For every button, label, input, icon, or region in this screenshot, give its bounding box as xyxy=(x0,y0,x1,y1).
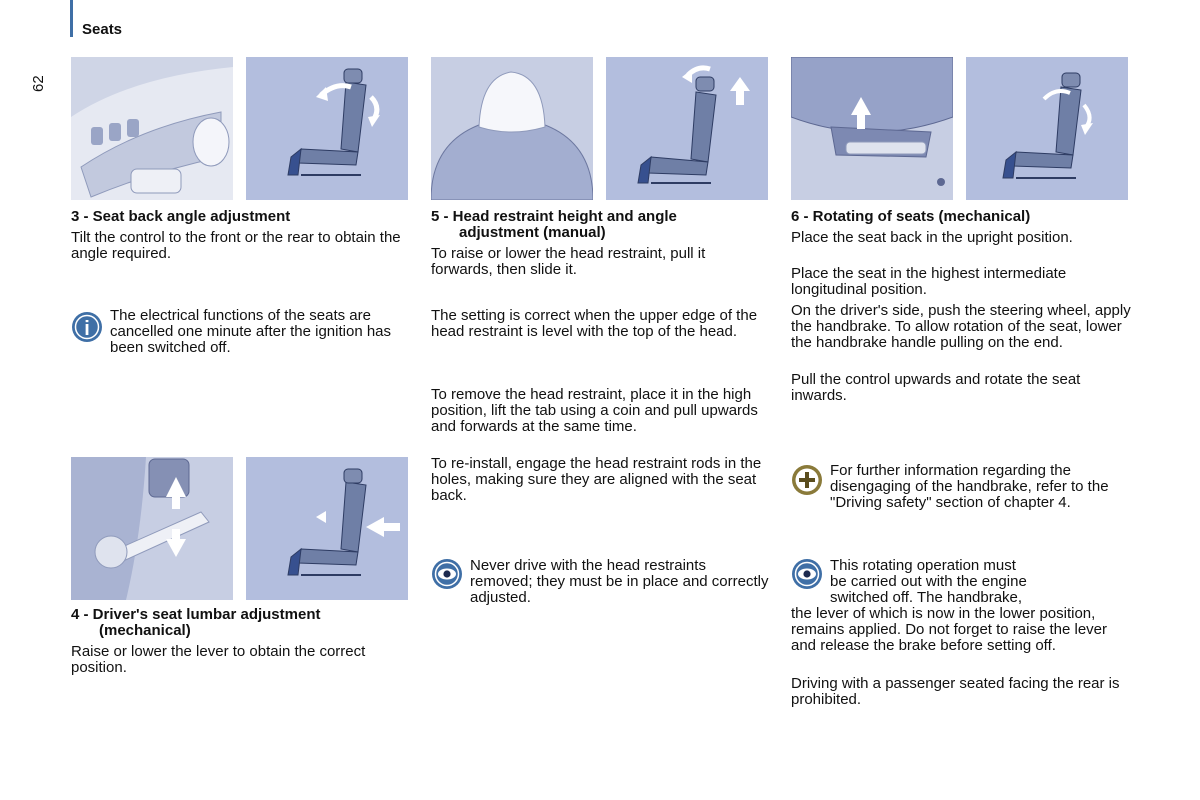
eye-warning-icon xyxy=(431,558,463,590)
info-note: The electrical functions of the seats are cancelled one minute after the ignition has been switched off. xyxy=(110,307,392,356)
head-restraint-closeup-image xyxy=(431,57,593,200)
rotation-warning-line-1: This rotating operation must xyxy=(830,557,1016,574)
section-3-title: 3 - Seat back angle adjustment xyxy=(71,208,291,225)
rear-facing-prohibited-note: Driving with a passenger seated facing the rear is prohibited. xyxy=(791,675,1120,708)
section-5-para-2: The setting is correct when the upper edge of the head restraint is level with the top of the head. xyxy=(431,307,758,340)
head-restraint-warning-note: Never drive with the head restraints removed; they must be in place and correctly adjusted. xyxy=(470,557,769,606)
seat-back-angle-diagram xyxy=(246,57,408,200)
rotation-warning-continued: the lever of which is now in the lower position, remains applied. Do not forget to raise the lever and release the brake before setting off. xyxy=(791,605,1108,654)
section-6-title: 6 - Rotating of seats (mechanical) xyxy=(791,208,1031,225)
section-5-title-line1: 5 - Head restraint height and angle xyxy=(431,208,677,225)
section-5-title-line2: adjustment (manual) xyxy=(459,224,606,241)
eye-warning-icon xyxy=(791,558,823,590)
head-restraint-diagram xyxy=(606,57,768,200)
handbrake-info-note: For further information regarding the disengaging of the handbrake, refer to the "Driving safety" section of chapter 4. xyxy=(830,462,1109,511)
svg-text:i: i xyxy=(84,318,90,340)
section-4-body: Raise or lower the lever to obtain the correct position. xyxy=(71,643,366,676)
rotation-warning-line-3: switched off. The handbrake, xyxy=(830,589,1023,606)
section-6-para-1: Place the seat back in the upright position. xyxy=(791,229,1073,246)
page-number: 62 xyxy=(30,75,47,92)
rotation-warning-line-2: be carried out with the engine xyxy=(830,573,1027,590)
header-accent-bar xyxy=(70,0,73,37)
info-icon xyxy=(71,311,103,343)
seat-rotation-control-image xyxy=(791,57,953,200)
section-5-para-1: To raise or lower the head restraint, pull it forwards, then slide it. xyxy=(431,245,706,278)
section-4-title-line1: 4 - Driver's seat lumbar adjustment xyxy=(71,606,321,623)
section-6-para-3: On the driver's side, push the steering wheel, apply the handbrake. To allow rotation of the seat, lower the handbrake handle pulling on the end. xyxy=(791,302,1131,351)
lumbar-control-closeup-image xyxy=(71,457,233,600)
plus-icon xyxy=(791,464,823,496)
section-4-title xyxy=(71,607,444,639)
section-6-para-2: Place the seat in the highest intermediate longitudinal position. xyxy=(791,265,1067,298)
section-5-para-4: To re-install, engage the head restraint rods in the holes, making sure they are aligned with the seat back. xyxy=(431,455,762,504)
section-4-title-line2: (mechanical) xyxy=(99,622,191,639)
section-title: Seats xyxy=(82,21,123,38)
seat-control-closeup-image xyxy=(71,57,233,200)
section-5-title xyxy=(431,209,804,241)
section-5-para-3: To remove the head restraint, place it in the high position, lift the tab using a coin and pull upwards and forwards at the same time. xyxy=(431,386,758,435)
lumbar-adjustment-diagram xyxy=(246,457,408,600)
section-6-para-4: Pull the control upwards and rotate the seat inwards. xyxy=(791,371,1081,404)
section-3-body: Tilt the control to the front or the rear to obtain the angle required. xyxy=(71,229,401,262)
seat-rotation-diagram xyxy=(966,57,1128,200)
